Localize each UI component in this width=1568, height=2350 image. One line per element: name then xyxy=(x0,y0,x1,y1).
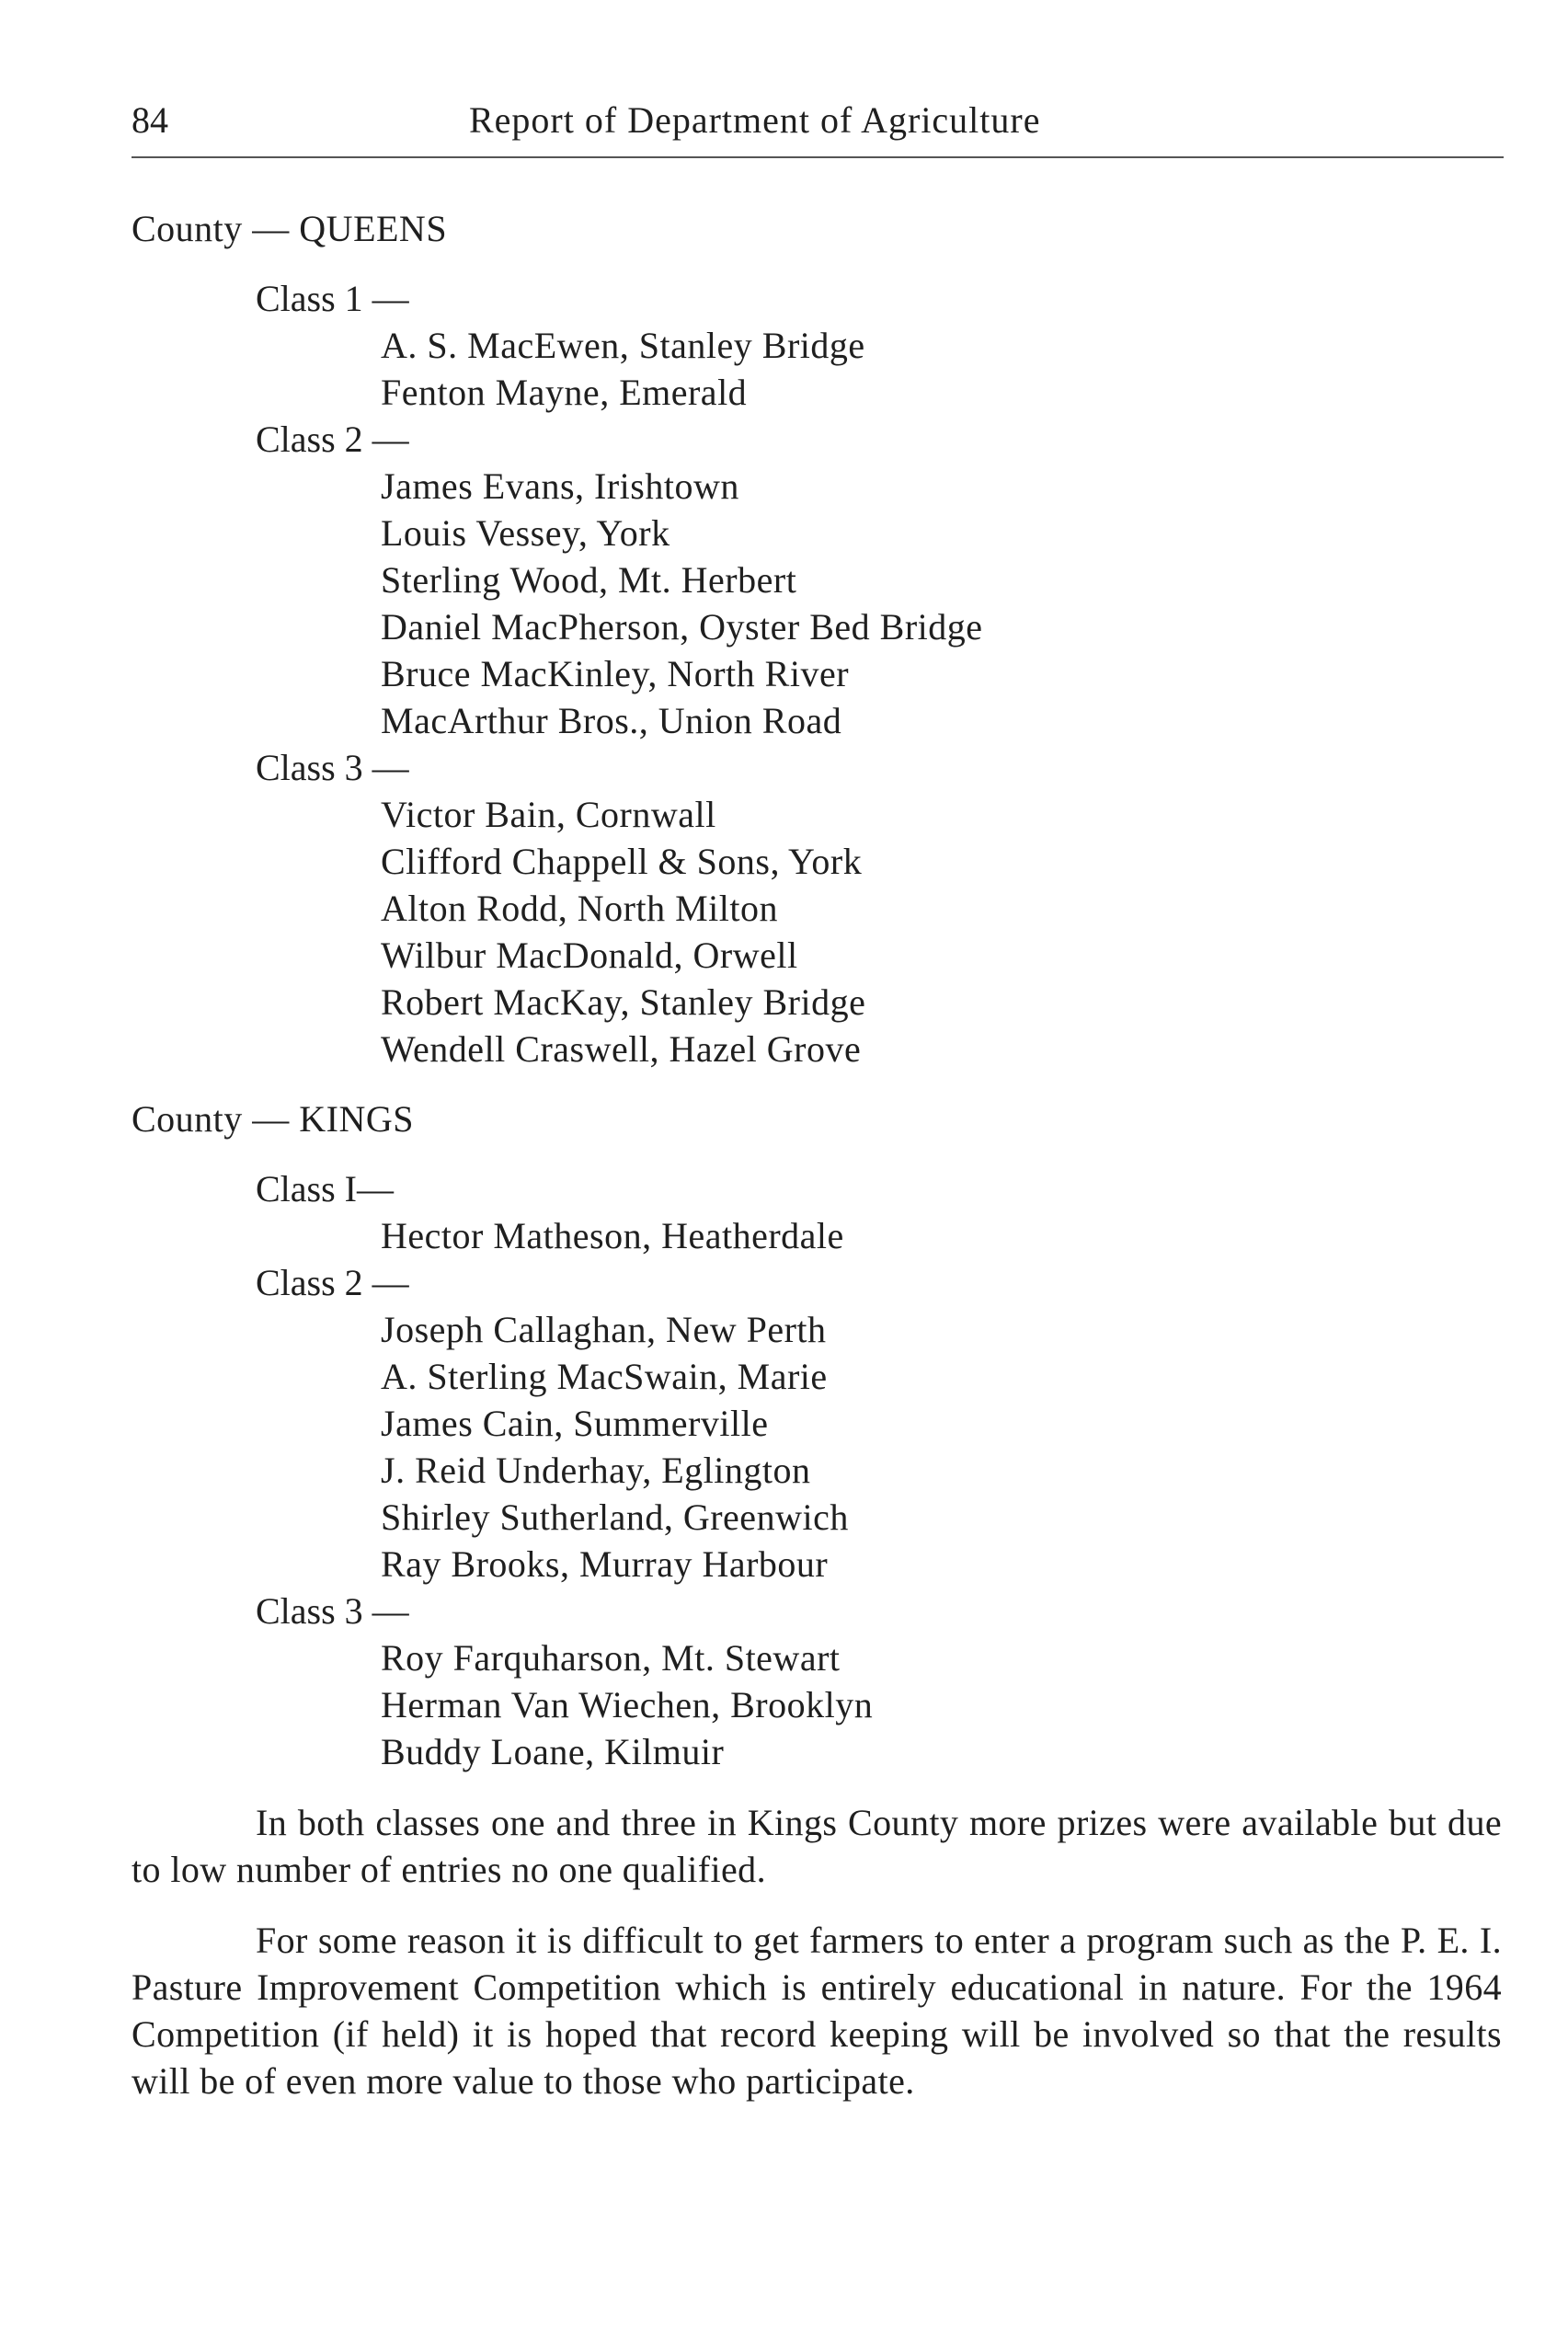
list-item: Ray Brooks, Murray Harbour xyxy=(381,1543,829,1585)
running-title: Report of Department of Agriculture xyxy=(469,99,1041,141)
county-heading-kings: County — KINGS xyxy=(132,1098,415,1140)
list-item: A. S. MacEwen, Stanley Bridge xyxy=(381,325,865,366)
list-item: James Evans, Irishtown xyxy=(381,465,739,507)
list-item: Buddy Loane, Kilmuir xyxy=(381,1731,725,1772)
list-item: Roy Farquharson, Mt. Stewart xyxy=(381,1637,841,1679)
body-paragraph: In both classes one and three in Kings County more prizes were available but due to low number of entries no one qualified. xyxy=(132,1802,1502,1890)
list-item: Wendell Craswell, Hazel Grove xyxy=(381,1028,862,1070)
list-item: J. Reid Underhay, Eglington xyxy=(381,1450,811,1491)
list-item: Hector Matheson, Heatherdale xyxy=(381,1215,844,1256)
list-item: MacArthur Bros., Union Road xyxy=(381,700,842,741)
list-item: Louis Vessey, York xyxy=(381,512,670,554)
list-item: Alton Rodd, North Milton xyxy=(381,888,779,929)
class-label: Class I— xyxy=(256,1168,394,1209)
list-item: Bruce MacKinley, North River xyxy=(381,653,850,694)
page-number: 84 xyxy=(132,99,168,141)
list-item: Herman Van Wiechen, Brooklyn xyxy=(381,1684,874,1725)
list-item: Clifford Chappell & Sons, York xyxy=(381,841,863,882)
list-item: Fenton Mayne, Emerald xyxy=(381,372,748,413)
list-item: Daniel MacPherson, Oyster Bed Bridge xyxy=(381,606,983,648)
list-item: A. Sterling MacSwain, Marie xyxy=(381,1356,828,1397)
class-label: Class 1 — xyxy=(256,278,409,319)
class-label: Class 3 — xyxy=(256,1590,409,1632)
class-label: Class 2 — xyxy=(256,1262,409,1303)
class-label: Class 2 — xyxy=(256,418,409,460)
list-item: Sterling Wood, Mt. Herbert xyxy=(381,559,797,601)
list-item: Joseph Callaghan, New Perth xyxy=(381,1309,827,1350)
list-item: James Cain, Summerville xyxy=(381,1403,769,1444)
body-paragraph: For some reason it is difficult to get farmers to enter a program such as the P. E. I. Pasture Improvement Competition which is entirely educational in nature. For the 1964 Competition (if held) it is hoped that record keeping will be involved so that the results will be of even more value to those who participate. xyxy=(132,1920,1502,2102)
county-heading-queens: County — QUEENS xyxy=(132,208,448,249)
class-label: Class 3 — xyxy=(256,747,409,788)
list-item: Wilbur MacDonald, Orwell xyxy=(381,934,798,976)
header-rule xyxy=(132,156,1504,158)
list-item: Shirley Sutherland, Greenwich xyxy=(381,1496,849,1538)
list-item: Victor Bain, Cornwall xyxy=(381,794,716,835)
list-item: Robert MacKay, Stanley Bridge xyxy=(381,981,866,1023)
